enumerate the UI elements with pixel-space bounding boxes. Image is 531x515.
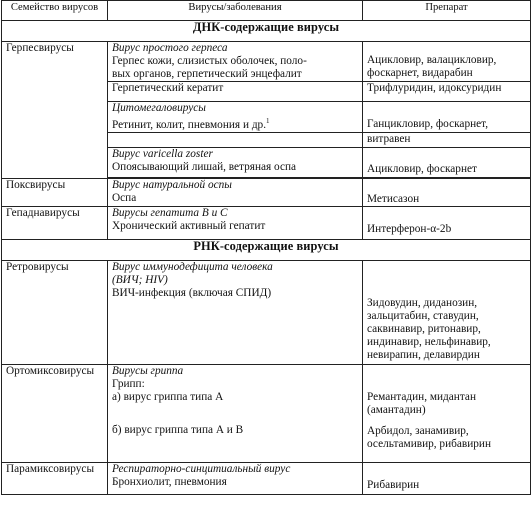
- section-title-rna: РНК-содержащие вирусы: [2, 239, 531, 260]
- drug-cell: [363, 147, 531, 177]
- disease-line: [112, 115, 358, 132]
- table-row: [2, 364, 531, 462]
- virus-cell: [108, 147, 363, 177]
- table-header-row: [2, 1, 531, 21]
- drug-line: Рибавирин: [367, 478, 420, 491]
- virus-cell: [108, 178, 363, 206]
- virus-cell: [108, 260, 363, 364]
- drug-line: индинавир, нельфинавир,: [367, 335, 491, 348]
- disease-text: Ретинит, колит, пневмония и др.: [112, 118, 267, 131]
- drug-line: Арбидол, занамивир,: [367, 424, 469, 437]
- drug-cell: [363, 82, 531, 102]
- disease-line: ВИЧ-инфекция (включая СПИД): [112, 286, 272, 299]
- virus-cell: [108, 102, 363, 133]
- disease-line: Опоясывающий лишай, ветряная оспа: [112, 160, 297, 173]
- table-row: [2, 42, 531, 82]
- family-herpes: Герпесвирусы: [2, 42, 108, 179]
- virus-name: Вирусы гепатита B и C: [112, 206, 228, 219]
- section-row-dna: [2, 21, 531, 42]
- family-orthomyxo: Ортомиксовирусы: [2, 364, 108, 462]
- disease-line: Оспа: [112, 191, 137, 204]
- blank-line: [112, 404, 358, 424]
- drug-line: Метисазон: [367, 192, 420, 205]
- virus-cell-spacer: [108, 132, 363, 147]
- drug-cell: [363, 462, 531, 494]
- virus-cell: [108, 82, 363, 102]
- drug-line: Трифлуридин, идоксуридин: [367, 82, 502, 94]
- table-row: [2, 462, 531, 494]
- disease-line: Бронхиолит, пневмония: [112, 475, 227, 488]
- table-row: [2, 260, 531, 364]
- virus-name: Вирус иммунодефицита человека: [112, 260, 273, 273]
- section-title-dna: ДНК-содержащие вирусы: [2, 21, 531, 42]
- family-paramyxo: Парамиксовирусы: [2, 462, 108, 494]
- drug-line: Ремантадин, мидантан: [367, 390, 476, 403]
- drug-line: Зидовудин, диданозин,: [367, 296, 478, 309]
- family-hepadna: Гепаднавирусы: [2, 206, 108, 239]
- drug-line: невирапин, делавирдин: [367, 348, 480, 361]
- drug-line: зальцитабин, ставудин,: [367, 309, 479, 322]
- drug-cell: [363, 178, 531, 206]
- family-pox: Поксвирусы: [2, 178, 108, 206]
- blank-line: [367, 417, 526, 425]
- disease-line: Грипп:: [112, 377, 145, 390]
- drug-line: фоскарнет, видарабин: [367, 67, 473, 79]
- drug-cell: [363, 260, 531, 364]
- disease-line: Герпетический кератит: [112, 82, 224, 94]
- drug-line: осельтамивир, рибавирин: [367, 437, 491, 450]
- disease-line: вых органов, герпетический энцефалит: [112, 68, 302, 80]
- virus-cell: [108, 462, 363, 494]
- header-drug: Препарат: [363, 1, 531, 21]
- virus-name: (ВИЧ; HIV): [112, 273, 168, 286]
- drug-cell: [363, 42, 531, 82]
- virus-name: Вирусы гриппа: [112, 364, 184, 377]
- drug-cell: [363, 364, 531, 462]
- drug-line: Ацикловир, валацикловир,: [367, 54, 497, 66]
- table-row: [2, 178, 531, 206]
- drug-line: саквинавир, ритонавир,: [367, 322, 481, 335]
- family-retro: Ретровирусы: [2, 260, 108, 364]
- drug-line: Интерферон-α-2b: [367, 222, 452, 235]
- virus-cell: [108, 206, 363, 239]
- virus-cell: [108, 42, 363, 82]
- virus-name: Цитомегаловирусы: [112, 102, 206, 114]
- drug-line: витравен: [367, 132, 411, 145]
- virus-name: Респираторно-синцитиальный вирус: [112, 462, 291, 475]
- drug-cell: [363, 132, 531, 147]
- virus-cell: [108, 364, 363, 462]
- drug-line: Ганцикловир, фоскарнет,: [367, 117, 489, 130]
- table-row: [2, 206, 531, 239]
- drug-cell: [363, 102, 531, 133]
- virus-name: Вирус varicella zoster: [112, 147, 213, 160]
- drug-line: Ацикловир, фоскарнет: [367, 162, 477, 175]
- virus-name: Вирус простого герпеса: [112, 42, 228, 54]
- antiviral-drugs-table: [1, 0, 531, 495]
- disease-line: а) вирус гриппа типа А: [112, 390, 224, 403]
- drug-cell: [363, 206, 531, 239]
- drug-line: (амантадин): [367, 403, 426, 416]
- disease-line: б) вирус гриппа типа А и В: [112, 423, 244, 436]
- disease-line: Хронический активный гепатит: [112, 219, 266, 232]
- section-row-rna: [2, 239, 531, 260]
- header-virus: Вирусы/заболевания: [108, 1, 363, 21]
- virus-name: Вирус натуральной оспы: [112, 178, 232, 191]
- disease-line: Герпес кожи, слизистых оболочек, поло-: [112, 55, 307, 67]
- header-family: Семейство вирусов: [2, 1, 108, 21]
- footnote-mark: 1: [266, 117, 270, 125]
